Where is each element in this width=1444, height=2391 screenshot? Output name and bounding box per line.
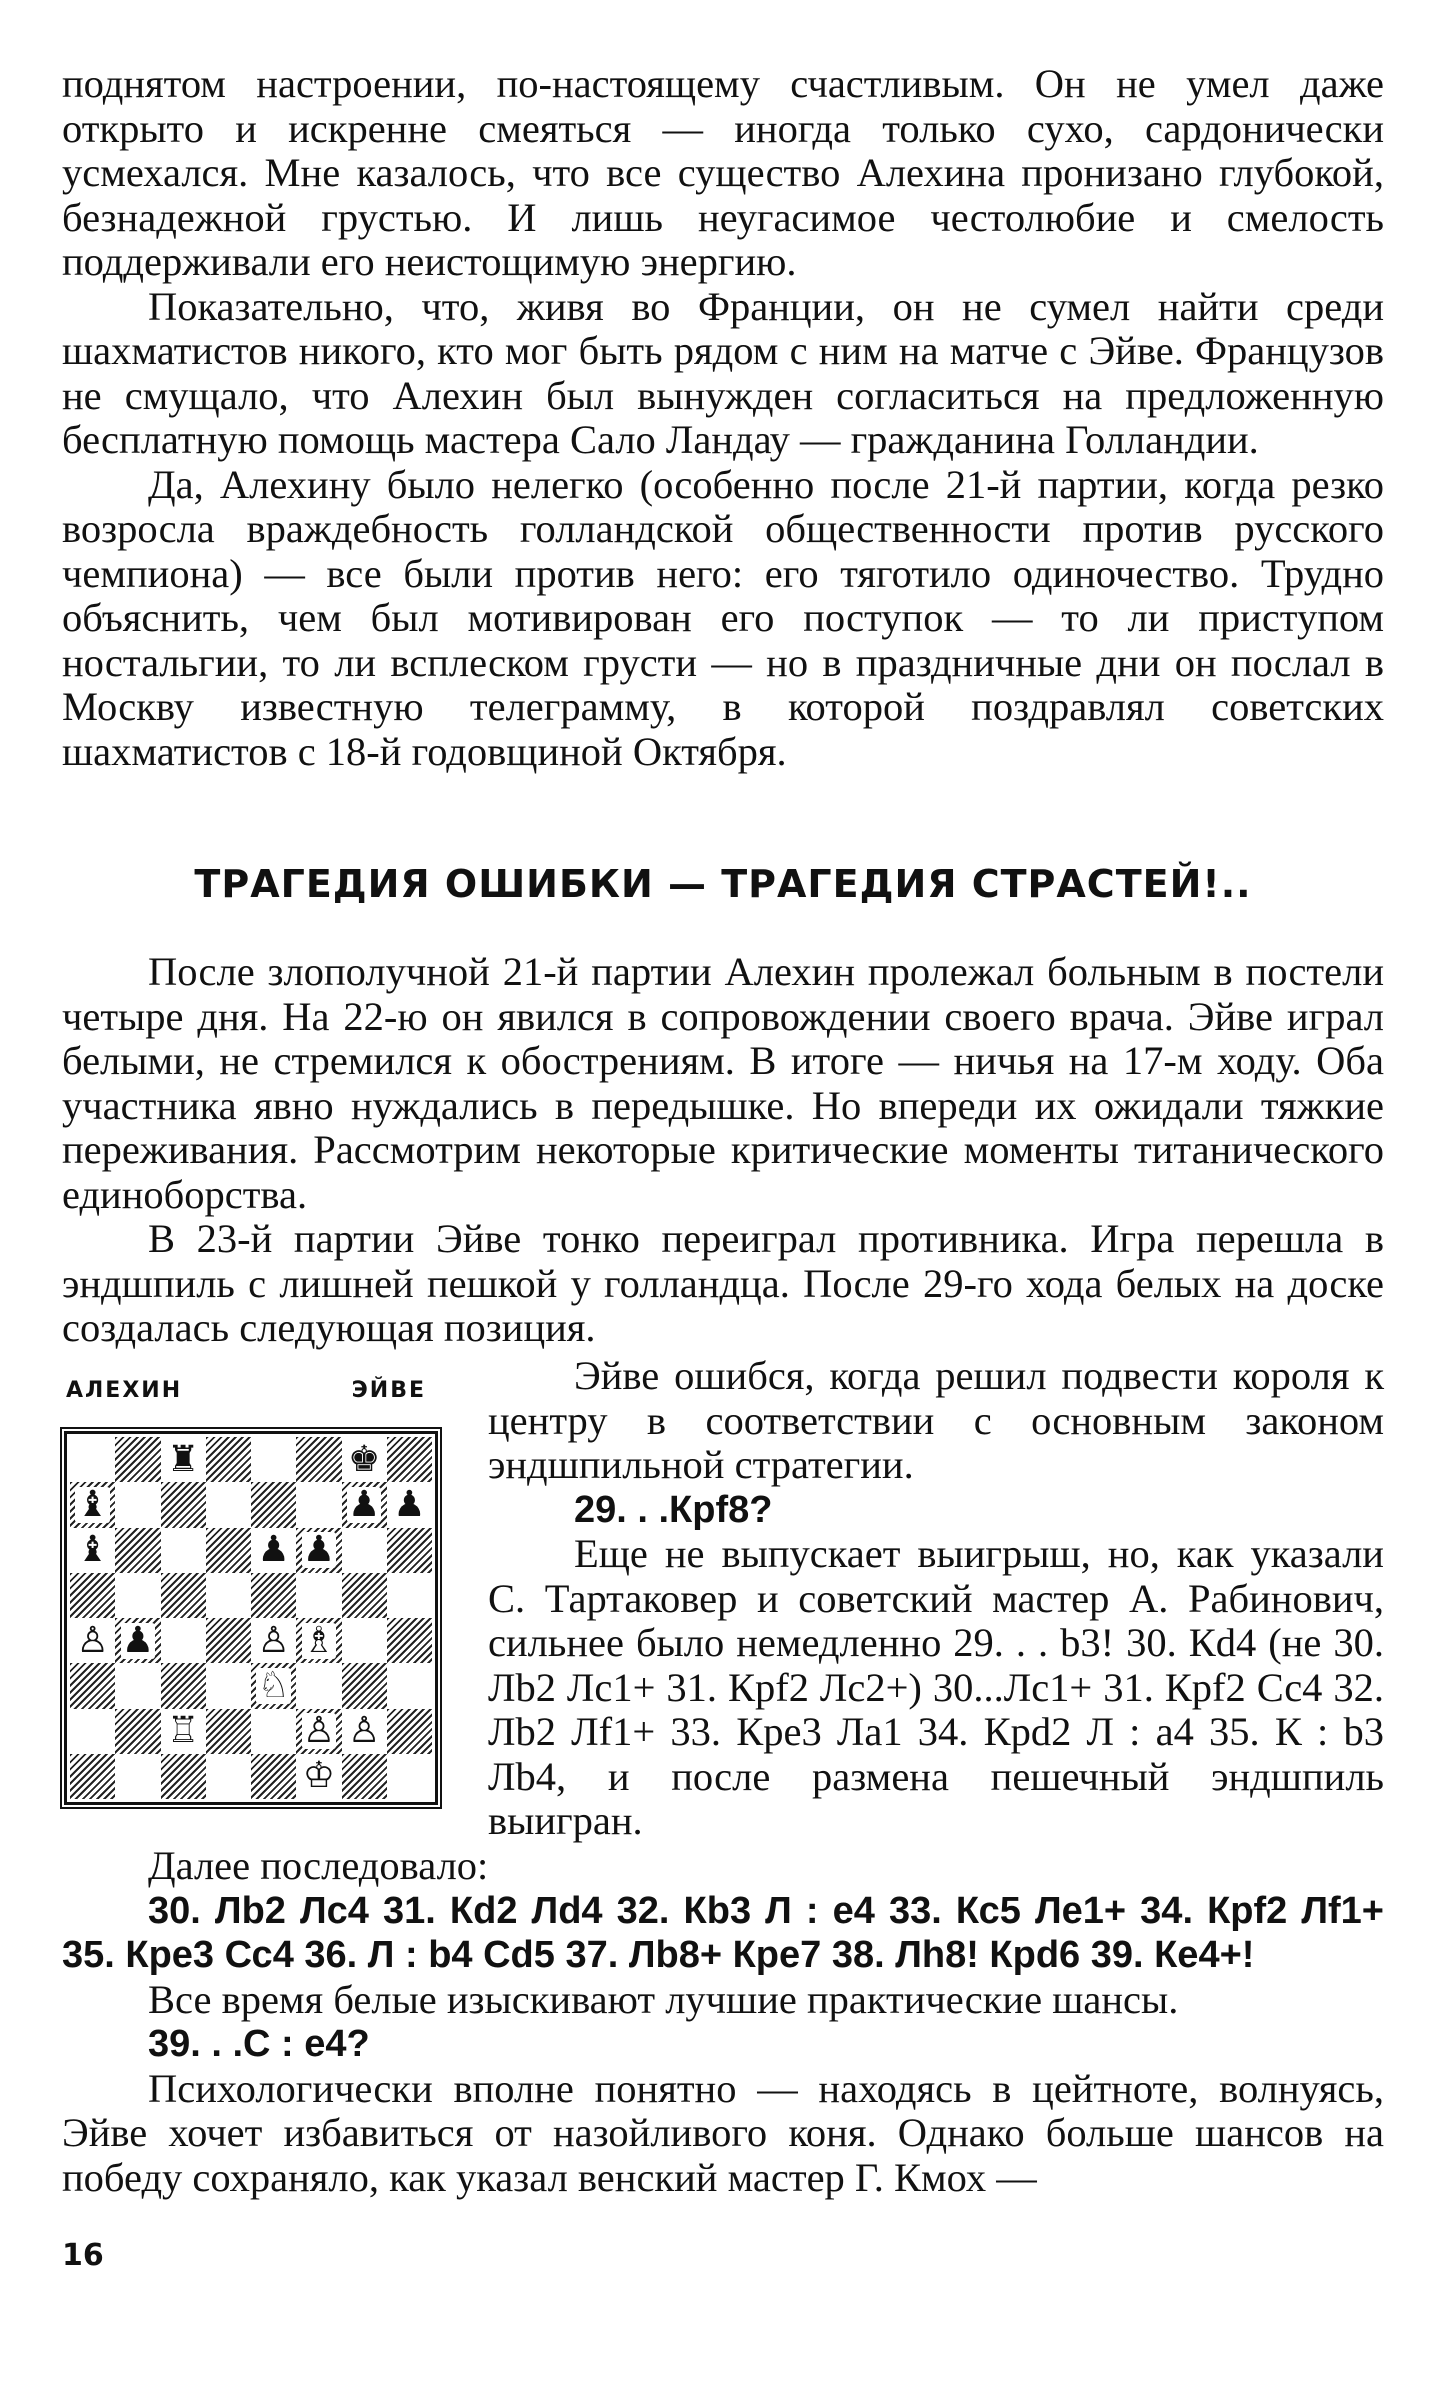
board-square [387, 1482, 432, 1527]
top-text-block [62, 62, 1384, 774]
chess-board [64, 1431, 438, 1805]
chess-piece: ♟ [347, 1483, 381, 1525]
continuation-block [62, 1844, 1384, 2200]
board-square [387, 1573, 432, 1618]
board-square [161, 1437, 206, 1482]
board-square [296, 1482, 341, 1527]
board-square [206, 1754, 251, 1799]
chess-piece: ♟ [121, 1619, 155, 1661]
board-square [342, 1528, 387, 1573]
board-square [251, 1437, 296, 1482]
chess-piece: ♙ [257, 1619, 290, 1661]
paragraph: Еще не выпускает выигрыш, но, как указали С. Тартаковер и советский мастер А. Рабинович, сильнее было немедленно 29. . . b3! 30. Кd4 (не 30. Лb2 Лс1+ 31. Крf2 Лс2+) 30...Лс1+ 31. Крf2 Сс4 32. Лb2 Лf1+ 33. Кре3 Ла1 34. Крd2 Л : а4 35. К : b3 Лb4, и после размена пешечный эндшпиль выигран. [488, 1531, 1384, 1843]
board-square [251, 1573, 296, 1618]
board-square [387, 1663, 432, 1708]
board-square [70, 1663, 115, 1708]
board-square [296, 1573, 341, 1618]
board-square [70, 1482, 115, 1527]
board-square [251, 1618, 296, 1663]
board-square [115, 1573, 160, 1618]
board-square [342, 1754, 387, 1799]
page-number: 16 [62, 2238, 104, 2273]
board-square [206, 1663, 251, 1708]
board-square [387, 1528, 432, 1573]
paragraph: Эйве ошибся, когда решил подвести короля к центру в соответствии с основным законом эндшпильной стратегии. [488, 1353, 1384, 1487]
chess-piece: ♝ [76, 1483, 109, 1525]
board-square [251, 1709, 296, 1754]
board-square [251, 1528, 296, 1573]
board-square [342, 1437, 387, 1482]
chess-piece: ♙ [347, 1710, 381, 1752]
chess-piece: ♘ [257, 1664, 290, 1706]
board-square [161, 1573, 206, 1618]
board-square [342, 1618, 387, 1663]
board-square [296, 1663, 341, 1708]
board-square [161, 1709, 206, 1754]
board-square [206, 1437, 251, 1482]
board-square [206, 1618, 251, 1663]
chess-piece: ♟ [302, 1529, 336, 1571]
board-square [387, 1754, 432, 1799]
board-square [206, 1573, 251, 1618]
board-square [70, 1618, 115, 1663]
board-square [70, 1573, 115, 1618]
chess-piece: ♟ [257, 1529, 290, 1571]
board-square [387, 1618, 432, 1663]
board-square [161, 1618, 206, 1663]
board-square [342, 1573, 387, 1618]
board-square [115, 1482, 160, 1527]
board-square [115, 1663, 160, 1708]
board-square [115, 1754, 160, 1799]
board-square [70, 1709, 115, 1754]
board-square [70, 1528, 115, 1573]
chess-piece: ♗ [302, 1619, 336, 1661]
chess-piece: ♔ [302, 1755, 336, 1797]
move-line: 29. . .Крf8? [574, 1488, 773, 1531]
paragraph: Далее последовало: [148, 1843, 489, 1888]
board-square [70, 1754, 115, 1799]
white-player-label: ЭЙВЕ [351, 1378, 426, 1403]
chess-piece: ♖ [166, 1710, 200, 1752]
black-player-label: АЛЕХИН [66, 1378, 183, 1403]
board-square [251, 1482, 296, 1527]
paragraph: Показательно, что, живя во Франции, он не сумел найти среди шахматистов никого, кто мог быть рядом с ним на матче с Эйве. Французов не смущало, что Алехин был вынужден согласиться на предложенную бесплатную помощь мастера Сало Ландау — гражданина Голландии. [62, 283, 1384, 462]
board-square [296, 1709, 341, 1754]
chess-diagram [62, 1378, 430, 1805]
section-heading: ТРАГЕДИЯ ОШИБКИ — ТРАГЕДИЯ СТРАСТЕЙ!.. [194, 862, 1252, 906]
chess-piece: ♟ [393, 1483, 426, 1525]
board-square [115, 1437, 160, 1482]
chess-piece: ♝ [76, 1529, 109, 1571]
chess-piece: ♙ [302, 1710, 336, 1752]
paragraph: Все время белые изыскивают лучшие практические шансы. [148, 1976, 1179, 2022]
board-square [70, 1437, 115, 1482]
board-square [115, 1528, 160, 1573]
board-square [296, 1437, 341, 1482]
board-square [387, 1709, 432, 1754]
board-square [161, 1482, 206, 1527]
chess-piece: ♚ [347, 1438, 381, 1480]
board-square [296, 1754, 341, 1799]
board-square [206, 1482, 251, 1527]
board-square [342, 1663, 387, 1708]
paragraph: Да, Алехину было нелегко (особенно после 21-й партии, когда резко возросла враждебность голландской общественности против русского чемпиона) — все были против него: его тяготило одиночество. Трудно объяснить, чем был мотивирован его поступок — то ли приступом ностальгии, то ли всплеском грусти — но в праздничные дни он послал в Москву известную телеграмму, в которой поздравлял советских шахматистов с 18-й годовщиной Октября. [62, 461, 1384, 774]
mid-text-block [62, 950, 1384, 1351]
diagram-commentary [488, 1354, 1384, 1844]
board-square [161, 1754, 206, 1799]
board-square [115, 1618, 160, 1663]
move-line: 39. . .С : е4? [148, 2023, 370, 2065]
chess-piece: ♙ [76, 1619, 109, 1661]
board-square [251, 1663, 296, 1708]
board-square [387, 1437, 432, 1482]
board-square [296, 1528, 341, 1573]
board-square [206, 1528, 251, 1573]
paragraph: Психологически вполне понятно — находясь в цейтноте, волнуясь, Эйве хочет избавиться от назойливого коня. Однако больше шансов на победу сохраняло, как указал венский мастер Г. Кмох — [62, 2065, 1384, 2200]
paragraph: После злополучной 21-й партии Алехин пролежал больным в постели четыре дня. На 22-ю он явился в сопровождении своего врача. Эйве играл белыми, не стремился к обострениям. В итоге — ничья на 17-м ходу. Оба участника явно нуждались в передышке. Но впереди их ожидали тяжкие переживания. Рассмотрим некоторые критические моменты титанического единоборства. [62, 949, 1384, 1217]
board-square [296, 1618, 341, 1663]
paragraph: поднятом настроении, по-настоящему счастливым. Он не умел даже открыто и искренне смеяться — иногда только сухо, сардонически усмехался. Мне казалось, что все существо Алехина пронизано глубокой, безнадежной грустью. И лишь неугасимое честолюбие и смелость поддерживали его неистощимую энергию. [62, 61, 1384, 284]
move-line: 30. Лb2 Лс4 31. Кd2 Лd4 32. Кb3 Л : е4 33. Кс5 Ле1+ 34. Крf2 Лf1+ 35. Кре3 Сс4 36. Л : b4 Сd5 37. Лb8+ Кре7 38. Лh8! Крd6 39. Ке4+! [62, 1889, 1384, 1976]
diagram-labels [62, 1378, 430, 1403]
chess-piece: ♜ [166, 1438, 200, 1480]
board-square [206, 1709, 251, 1754]
paragraph: В 23-й партии Эйве тонко переиграл противника. Игра перешла в эндшпиль с лишней пешкой у голландца. После 29-го хода белых на доске создалась следующая позиция. [62, 1216, 1384, 1350]
board-square [161, 1663, 206, 1708]
board-square [161, 1528, 206, 1573]
board-square [342, 1709, 387, 1754]
board-square [251, 1754, 296, 1799]
board-square [115, 1709, 160, 1754]
board-square [342, 1482, 387, 1527]
